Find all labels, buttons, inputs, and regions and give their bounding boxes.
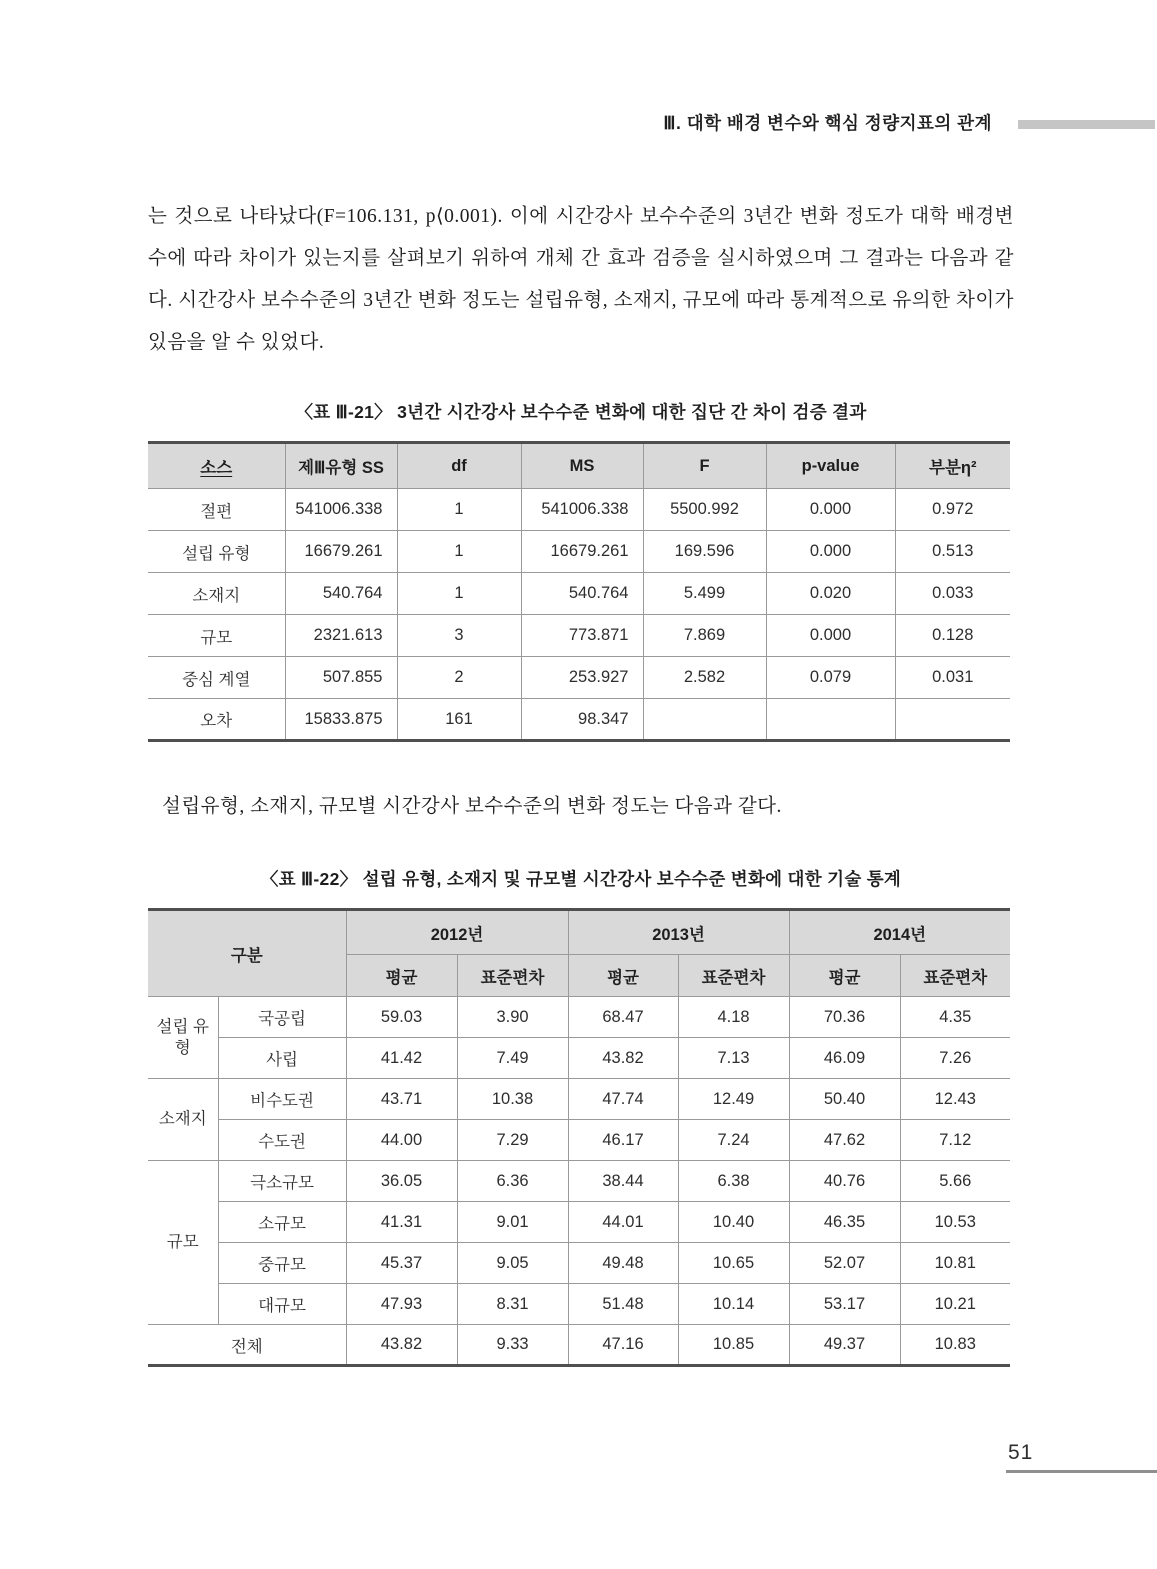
cell-mean: 44.00 <box>346 1120 457 1161</box>
table-row <box>148 1243 1010 1284</box>
cell-mean: 51.48 <box>568 1284 678 1325</box>
cell-ms: 16679.261 <box>521 531 643 573</box>
row-label: 설립 유형 <box>148 531 285 573</box>
cell-df: 3 <box>397 615 521 657</box>
cell-mean: 43.71 <box>346 1079 457 1120</box>
cell-df: 1 <box>397 489 521 531</box>
row-label: 사립 <box>218 1038 346 1079</box>
row-label: 대규모 <box>218 1284 346 1325</box>
page-number: 51 <box>1008 1441 1034 1464</box>
table-row <box>148 1038 1010 1079</box>
cell-sd: 7.49 <box>457 1038 568 1079</box>
table-row <box>148 1284 1010 1325</box>
group-label-size: 규모 <box>148 1161 218 1325</box>
cell-f: 7.869 <box>643 615 766 657</box>
total-row-label: 전체 <box>148 1325 346 1366</box>
table-row <box>148 1079 1010 1120</box>
cell-sd: 10.38 <box>457 1079 568 1120</box>
header-sd: 표준편차 <box>678 955 789 997</box>
cell-mean: 70.36 <box>789 997 900 1038</box>
cell-ss: 2321.613 <box>285 615 397 657</box>
cell-f: 169.596 <box>643 531 766 573</box>
cell-f <box>643 699 766 741</box>
cell-sd: 3.90 <box>457 997 568 1038</box>
cell-mean: 49.37 <box>789 1325 900 1366</box>
cell-df: 1 <box>397 573 521 615</box>
cell-sd: 12.49 <box>678 1079 789 1120</box>
cell-mean: 47.74 <box>568 1079 678 1120</box>
intro-paragraph: 는 것으로 나타났다(F=106.131, p⟨0.001). 이에 시간강사 보수수준의 3년간 변화 정도가 대학 배경변수에 따라 차이가 있는지를 살펴보기 위하여 개체 간 효과 검증을 실시하였으며 그 결과는 다음과 같다. 시간강사 보수수준의 3년간 변화 정도는 설립유형, 소재지, 규모에 따라 통계적으로 유의한 차이가 있음을 알 수 있었다. <box>148 206 1014 353</box>
table-header-year-row <box>148 910 1010 955</box>
cell-sd: 10.81 <box>900 1243 1010 1284</box>
header-year-2012: 2012년 <box>346 910 568 955</box>
cell-sd: 10.83 <box>900 1325 1010 1366</box>
table22-caption: 〈표 Ⅲ-22〉 설립 유형, 소재지 및 규모별 시간강사 보수수준 변화에 대한 기술 통계 <box>260 869 902 889</box>
cell-sd: 10.21 <box>900 1284 1010 1325</box>
cell-df: 1 <box>397 531 521 573</box>
cell-sd: 5.66 <box>900 1161 1010 1202</box>
header-p-value: p-value <box>766 443 895 489</box>
cell-p: 0.000 <box>766 489 895 531</box>
cell-ss: 541006.338 <box>285 489 397 531</box>
cell-sd: 7.24 <box>678 1120 789 1161</box>
cell-p: 0.079 <box>766 657 895 699</box>
cell-ms: 541006.338 <box>521 489 643 531</box>
table-header-row <box>148 443 1010 489</box>
cell-mean: 38.44 <box>568 1161 678 1202</box>
cell-mean: 41.42 <box>346 1038 457 1079</box>
header-type3-ss: 제Ⅲ유형 SS <box>285 443 397 489</box>
header-category: 구분 <box>148 910 346 997</box>
row-label: 국공립 <box>218 997 346 1038</box>
cell-ss: 15833.875 <box>285 699 397 741</box>
cell-mean: 52.07 <box>789 1243 900 1284</box>
cell-sd: 10.40 <box>678 1202 789 1243</box>
cell-sd: 12.43 <box>900 1079 1010 1120</box>
cell-p: 0.000 <box>766 531 895 573</box>
cell-sd: 4.18 <box>678 997 789 1038</box>
cell-ss: 507.855 <box>285 657 397 699</box>
row-label: 수도권 <box>218 1120 346 1161</box>
row-label: 중심 계열 <box>148 657 285 699</box>
header-partial-eta-squared: 부분η² <box>895 443 1010 489</box>
row-label: 극소규모 <box>218 1161 346 1202</box>
header-source-label: 소스 <box>200 459 233 477</box>
cell-eta: 0.972 <box>895 489 1010 531</box>
table-row <box>148 573 1010 615</box>
cell-eta: 0.031 <box>895 657 1010 699</box>
cell-mean: 53.17 <box>789 1284 900 1325</box>
cell-mean: 46.09 <box>789 1038 900 1079</box>
header-sd: 표준편차 <box>900 955 1010 997</box>
cell-ms: 253.927 <box>521 657 643 699</box>
running-header <box>0 110 1155 135</box>
cell-sd: 9.01 <box>457 1202 568 1243</box>
cell-mean: 43.82 <box>568 1038 678 1079</box>
cell-mean: 68.47 <box>568 997 678 1038</box>
cell-mean: 50.40 <box>789 1079 900 1120</box>
cell-sd: 7.29 <box>457 1120 568 1161</box>
row-label: 소재지 <box>148 573 285 615</box>
cell-sd: 9.05 <box>457 1243 568 1284</box>
cell-mean: 46.17 <box>568 1120 678 1161</box>
cell-sd: 4.35 <box>900 997 1010 1038</box>
row-label: 비수도권 <box>218 1079 346 1120</box>
middle-paragraph: 설립유형, 소재지, 규모별 시간강사 보수수준의 변화 정도는 다음과 같다. <box>162 796 782 817</box>
cell-ss: 540.764 <box>285 573 397 615</box>
cell-ms: 540.764 <box>521 573 643 615</box>
header-sd: 표준편차 <box>457 955 568 997</box>
cell-eta: 0.513 <box>895 531 1010 573</box>
header-decoration-bar <box>1018 120 1155 129</box>
cell-sd: 8.31 <box>457 1284 568 1325</box>
row-label: 절편 <box>148 489 285 531</box>
table21-caption: 〈표 Ⅲ-21〉 3년간 시간강사 보수수준 변화에 대한 집단 간 차이 검증 결과 <box>295 402 867 422</box>
cell-sd: 10.85 <box>678 1325 789 1366</box>
table-row <box>148 657 1010 699</box>
cell-mean: 49.48 <box>568 1243 678 1284</box>
cell-mean: 46.35 <box>789 1202 900 1243</box>
header-mean: 평균 <box>568 955 678 997</box>
table-row <box>148 1202 1010 1243</box>
cell-mean: 45.37 <box>346 1243 457 1284</box>
cell-eta: 0.033 <box>895 573 1010 615</box>
cell-sd: 10.53 <box>900 1202 1010 1243</box>
cell-mean: 47.62 <box>789 1120 900 1161</box>
group-label-location: 소재지 <box>148 1079 218 1161</box>
cell-p <box>766 699 895 741</box>
row-label: 소규모 <box>218 1202 346 1243</box>
table-row <box>148 1161 1010 1202</box>
cell-f: 5500.992 <box>643 489 766 531</box>
cell-mean: 36.05 <box>346 1161 457 1202</box>
cell-p: 0.020 <box>766 573 895 615</box>
table-row <box>148 489 1010 531</box>
table-row <box>148 531 1010 573</box>
table-row <box>148 615 1010 657</box>
cell-ms: 98.347 <box>521 699 643 741</box>
row-label: 오차 <box>148 699 285 741</box>
table-row <box>148 1120 1010 1161</box>
footer-rule <box>1006 1470 1157 1473</box>
cell-sd: 6.38 <box>678 1161 789 1202</box>
cell-df: 2 <box>397 657 521 699</box>
cell-mean: 43.82 <box>346 1325 457 1366</box>
header-mean: 평균 <box>789 955 900 997</box>
cell-sd: 9.33 <box>457 1325 568 1366</box>
header-source <box>148 443 285 489</box>
cell-ms: 773.871 <box>521 615 643 657</box>
cell-sd: 7.13 <box>678 1038 789 1079</box>
cell-p: 0.000 <box>766 615 895 657</box>
cell-mean: 47.16 <box>568 1325 678 1366</box>
cell-f: 2.582 <box>643 657 766 699</box>
cell-mean: 40.76 <box>789 1161 900 1202</box>
cell-sd: 10.65 <box>678 1243 789 1284</box>
cell-mean: 47.93 <box>346 1284 457 1325</box>
header-ms: MS <box>521 443 643 489</box>
cell-mean: 44.01 <box>568 1202 678 1243</box>
cell-eta <box>895 699 1010 741</box>
row-label: 규모 <box>148 615 285 657</box>
cell-mean: 41.31 <box>346 1202 457 1243</box>
cell-f: 5.499 <box>643 573 766 615</box>
header-year-2013: 2013년 <box>568 910 789 955</box>
cell-sd: 7.12 <box>900 1120 1010 1161</box>
table-row <box>148 699 1010 741</box>
group-label-establishment-type: 설립 유형 <box>148 997 218 1079</box>
cell-eta: 0.128 <box>895 615 1010 657</box>
descriptive-stats-table <box>148 908 1010 1367</box>
header-mean: 평균 <box>346 955 457 997</box>
table-row <box>148 997 1010 1038</box>
section-title: Ⅲ. 대학 배경 변수와 핵심 정량지표의 관계 <box>663 113 992 133</box>
table-total-row <box>148 1325 1010 1366</box>
header-f: F <box>643 443 766 489</box>
cell-sd: 6.36 <box>457 1161 568 1202</box>
cell-mean: 59.03 <box>346 997 457 1038</box>
cell-sd: 10.14 <box>678 1284 789 1325</box>
cell-sd: 7.26 <box>900 1038 1010 1079</box>
header-df: df <box>397 443 521 489</box>
header-year-2014: 2014년 <box>789 910 1010 955</box>
row-label: 중규모 <box>218 1243 346 1284</box>
cell-ss: 16679.261 <box>285 531 397 573</box>
anova-results-table <box>148 441 1010 742</box>
cell-df: 161 <box>397 699 521 741</box>
